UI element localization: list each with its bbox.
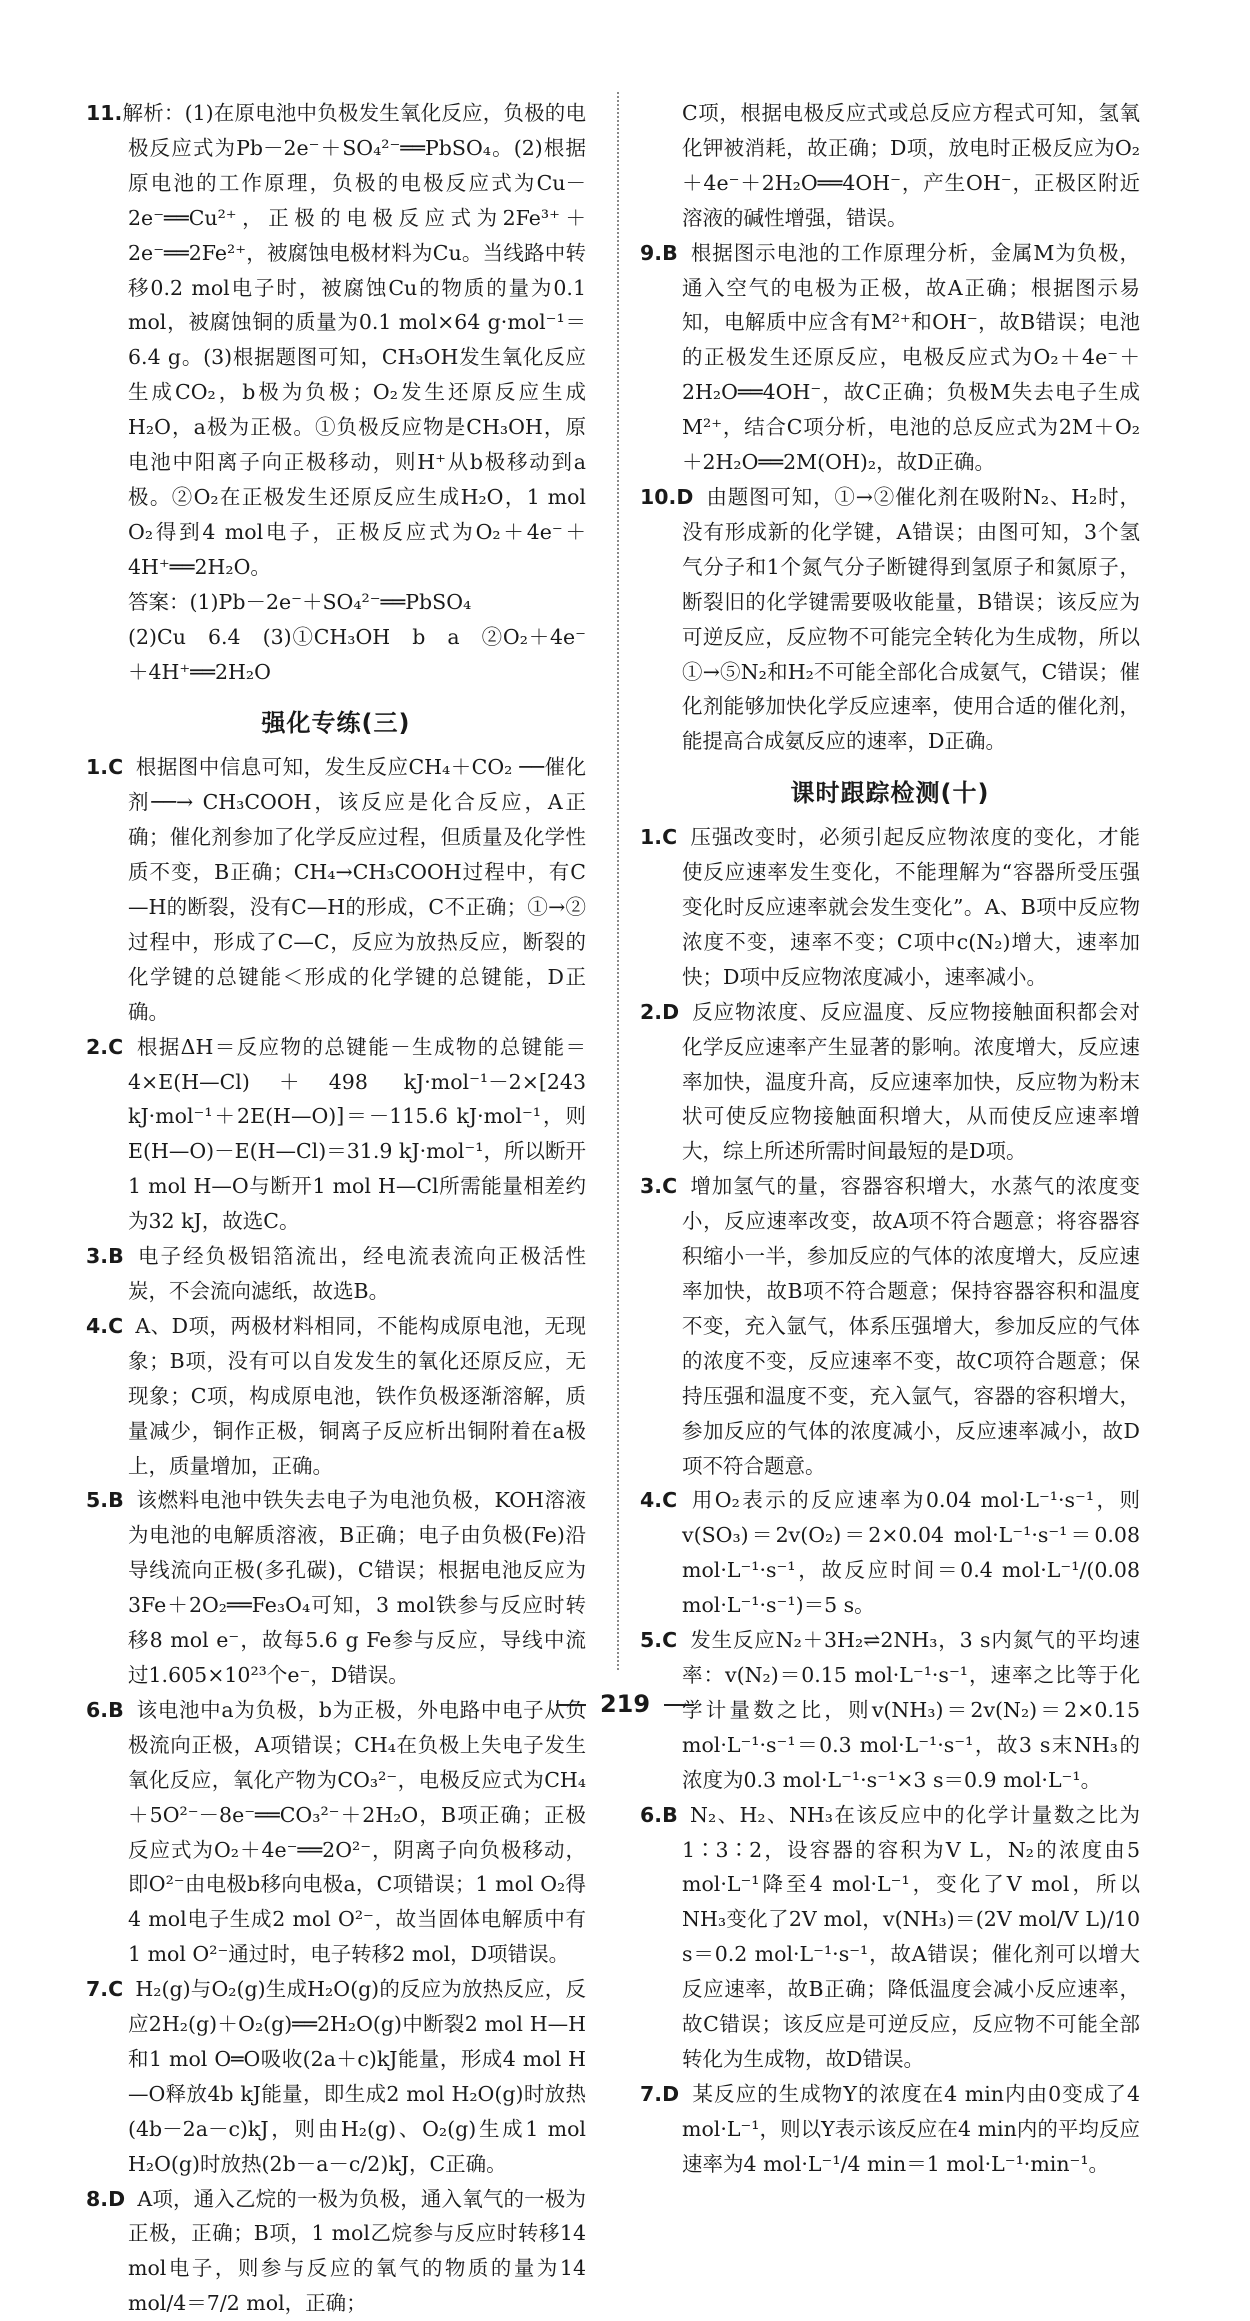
question-number: 2. xyxy=(640,999,663,1024)
question-item xyxy=(86,1239,586,1309)
answer-letter: D xyxy=(662,2081,680,2106)
answer-letter: C xyxy=(662,825,678,850)
explanation-text: 该电池中a为负极，b为正极，外电路中电子从负极流向正极，A项错误；CH₄在负极上失电子发生氧化反应，氧化产物为CO₃²⁻，电极反应式为CH₄＋5O²⁻－8e⁻══CO₃²⁻＋2H₂O，B项正确；正极反应式为O₂＋4e⁻══2O²⁻，阴离子向负极移动，即O²⁻由电极b移向电极a，C项错误；1 mol O₂得4 mol电子生成2 mol O²⁻，故当固体电解质中有1 mol O²⁻通过时，电子转移2 mol，D项错误。 xyxy=(128,1697,586,1967)
answer-letter: C xyxy=(662,1488,678,1513)
question-item xyxy=(640,820,1140,995)
answer-letter: B xyxy=(108,1697,124,1722)
right-column xyxy=(640,96,1140,2182)
right-item-list-b xyxy=(640,820,1140,2181)
explanation-text: 反应物浓度、反应温度、反应物接触面积都会对化学反应速率产生显著的影响。浓度增大，反应速率加快，温度升高，反应速率加快，反应物为粉末状可使反应物接触面积增大，从而使反应速率增大，综上所述所需时间最短的是D项。 xyxy=(682,999,1140,1164)
explanation-text: 某反应的生成物Y的浓度在4 min内由0变成了4 mol·L⁻¹，则以Y表示该反应在4 min内的平均反应速率为4 mol·L⁻¹/4 min＝1 mol·L⁻¹·min⁻¹。 xyxy=(682,2081,1140,2176)
answer-letter: C xyxy=(108,1034,124,1059)
page-dash-right xyxy=(664,1704,694,1706)
answer-letter: C xyxy=(108,1977,124,2002)
question-11: 11.解析：(1)在原电池中负极发生氧化反应，负极的电极反应式为Pb－2e⁻＋SO₄²⁻══PbSO₄。(2)根据原电池的工作原理，负极的电极反应式为Cu－2e⁻══Cu²⁺，正极的电极反应式为2Fe³⁺＋2e⁻══2Fe²⁺，被腐蚀电极材料为Cu。当线路中转移0.2 mol电子时，被腐蚀Cu的物质的量为0.1 mol，被腐蚀铜的质量为0.1 mol×64 g·mol⁻¹＝6.4 g。(3)根据题图可知，CH₃OH发生氧化反应生成CO₂，b极为负极；O₂发生还原反应生成H₂O，a极为正极。①负极反应物是CH₃OH，原电池中阳离子向正极移动，则H⁺从b极移动到a极。②O₂在正极发生还原反应生成H₂O，1 mol O₂得到4 mol电子，正极反应式为O₂＋4e⁻＋4H⁺══2H₂O。 xyxy=(86,101,586,579)
question-item xyxy=(86,1483,586,1692)
question-number: 4. xyxy=(640,1488,663,1513)
answer-letter: B xyxy=(108,1488,124,1513)
explanation-text: A项，通入乙烷的一极为负极，通入氧气的一极为正极，正确；B项，1 mol乙烷参与反应时转移14 mol电子，则参与反应的氧气的物质的量为14 mol/4＝7/2 mol，正确； xyxy=(128,2186,586,2316)
question-item xyxy=(86,1693,586,1972)
question-number: 10. xyxy=(640,484,677,509)
section-title-practice-3: 强化专练(三) xyxy=(261,709,411,738)
explanation-text: A、D项，两极材料相同，不能构成原电池，无现象；B项，没有可以自发发生的氧化还原反应，无现象；C项，构成原电池，铁作负极逐渐溶解，质量减少，铜作正极，铜离子反应析出铜附着在a极上，质量增加，正确。 xyxy=(128,1313,586,1478)
right-item-list-a xyxy=(640,236,1140,760)
explanation-text: H₂(g)与O₂(g)生成H₂O(g)的反应为放热反应，反应2H₂(g)＋O₂(g)══2H₂O(g)中断裂2 mol H—H和1 mol O═O吸收(2a＋c)kJ能量，形成4 mol H—O释放4b kJ能量，即生成2 mol H₂O(g)时放热(4b－2a－c)kJ，则由H₂(g)、O₂(g)生成1 mol H₂O(g)时放热(2b－a－c/2)kJ，C正确。 xyxy=(128,1977,586,2176)
explanation-text: 压强改变时，必须引起反应物浓度的变化，才能使反应速率发生变化，不能理解为“容器所受压强变化时反应速率就会发生变化”。A、B项中反应物浓度不变，速率不变；C项中c(N₂)增大，速率加快；D项中反应物浓度减小，速率减小。 xyxy=(682,825,1140,989)
question-item xyxy=(86,1030,586,1239)
page-number: 219 xyxy=(0,1690,1250,1718)
question-item xyxy=(640,995,1140,1170)
explanation-text: 根据ΔH＝反应物的总键能－生成物的总键能＝4×E(H—Cl)＋498 kJ·mol⁻¹－2×[243 kJ·mol⁻¹＋2E(H—O)]＝－115.6 kJ·mol⁻¹，则E(H—O)－E(H—Cl)＝31.9 kJ·mol⁻¹，所以断开1 mol H—O与断开1 mol H—Cl所需能量相差约为32 kJ，故选C。 xyxy=(128,1034,586,1234)
question-item xyxy=(640,1798,1140,2077)
question-number: 5. xyxy=(640,1628,663,1653)
question-number: 7. xyxy=(640,2081,663,2106)
question-number: 1. xyxy=(86,755,109,780)
question-item xyxy=(86,2182,586,2321)
question-number: 3. xyxy=(640,1174,663,1199)
question-number: 6. xyxy=(640,1802,663,1827)
question-8-continuation: C项，根据电极反应式或总反应方程式可知，氢氧化钾被消耗，故正确；D项，放电时正极反应为O₂＋4e⁻＋2H₂O══4OH⁻，产生OH⁻，正极区附近溶液的碱性增强，错误。 xyxy=(682,101,1140,230)
question-item xyxy=(640,2077,1140,2182)
answer-11-line1: 答案：(1)Pb－2e⁻＋SO₄²⁻══PbSO₄ xyxy=(128,589,472,614)
question-number: 7. xyxy=(86,1977,109,2002)
question-number: 3. xyxy=(86,1244,109,1269)
explanation-text: 发生反应N₂＋3H₂⇌2NH₃，3 s内氮气的平均速率：v(N₂)＝0.15 mol·L⁻¹·s⁻¹，速率之比等于化学计量数之比，则v(NH₃)＝2v(N₂)＝2×0.15 mol·L⁻¹·s⁻¹＝0.3 mol·L⁻¹·s⁻¹，故3 s末NH₃的浓度为0.3 mol·L⁻¹·s⁻¹×3 s＝0.9 mol·L⁻¹。 xyxy=(682,1628,1140,1792)
question-item xyxy=(640,236,1140,480)
explanation-text: N₂、H₂、NH₃在该反应中的化学计量数之比为1∶3∶2，设容器的容积为V L，N₂的浓度由5 mol·L⁻¹降至4 mol·L⁻¹，变化了V mol，所以NH₃变化了2V mol，v(NH₃)＝(2V mol/V L)/10 s＝0.2 mol·L⁻¹·s⁻¹，故A错误；催化剂可以增大反应速率，故B正确；降低温度会减小反应速率，故C错误；该反应是可逆反应，反应物不可能全部转化为生成物，故D错误。 xyxy=(682,1802,1140,2071)
answer-letter: B xyxy=(108,1244,124,1269)
explanation-text: 该燃料电池中铁失去电子为电池负极，KOH溶液为电池的电解质溶液，B正确；电子由负极(Fe)沿导线流向正极(多孔碳)，C错误；根据电池反应为3Fe＋2O₂══Fe₃O₄可知，3 mol铁参与反应时转移8 mol e⁻，故每5.6 g Fe参与反应，导线中流过1.605×10²³个e⁻，D错误。 xyxy=(128,1488,586,1687)
answer-letter: B xyxy=(662,1802,678,1827)
explanation-text: 增加氢气的量，容器容积增大，水蒸气的浓度变小，反应速率改变，故A项不符合题意；将容器容积缩小一半，参加反应的气体的浓度增大，反应速率加快，故B项不符合题意；保持容器容积和温度不变，充入氩气，体系压强增大，参加反应的气体的浓度不变，反应速率不变，故C项符合题意；保持压强和温度不变，充入氩气，容器的容积增大，参加反应的气体的浓度减小，反应速率减小，故D项不符合题意。 xyxy=(682,1174,1140,1478)
question-number: 4. xyxy=(86,1313,109,1338)
column-divider xyxy=(617,92,619,1670)
section-title-test-10: 课时跟踪检测(十) xyxy=(790,779,990,808)
explanation-text: 根据图示电池的工作原理分析，金属M为负极，通入空气的电极为正极，故A正确；根据图示易知，电解质中应含有M²⁺和OH⁻，故B错误；电池的正极发生还原反应，电极反应式为O₂＋4e⁻＋2H₂O══4OH⁻，故C正确；负极M失去电子生成M²⁺，结合C项分析，电池的总反应式为2M＋O₂＋2H₂O══2M(OH)₂，故D正确。 xyxy=(682,240,1140,475)
question-item xyxy=(86,750,586,1029)
question-item xyxy=(640,1169,1140,1483)
question-item xyxy=(640,1483,1140,1623)
question-item xyxy=(640,480,1140,759)
explanation-text: 电子经负极铝箔流出，经电流表流向正极活性炭，不会流向滤纸，故选B。 xyxy=(128,1244,586,1303)
page-dash-left xyxy=(556,1704,586,1706)
left-column xyxy=(86,96,586,2321)
explanation-text: 用O₂表示的反应速率为0.04 mol·L⁻¹·s⁻¹，则v(SO₃)＝2v(O₂)＝2×0.04 mol·L⁻¹·s⁻¹＝0.08 mol·L⁻¹·s⁻¹，故反应时间＝0.4 mol·L⁻¹/(0.08 mol·L⁻¹·s⁻¹)＝5 s。 xyxy=(682,1488,1140,1618)
question-number: 6. xyxy=(86,1697,109,1722)
question-number: 5. xyxy=(86,1488,109,1513)
question-item xyxy=(86,1309,586,1484)
question-number: 8. xyxy=(86,2186,109,2211)
question-item xyxy=(86,1972,586,2181)
answer-letter: C xyxy=(662,1174,678,1199)
answer-letter: C xyxy=(108,1313,124,1338)
answer-letter: C xyxy=(662,1628,678,1653)
explanation-text: 由题图可知，①→②催化剂在吸附N₂、H₂时，没有形成新的化学键，A错误；由图可知，3个氢气分子和1个氮气分子断键得到氢原子和氮原子，断裂旧的化学键需要吸收能量，B错误；该反应为可逆反应，反应物不可能完全转化为生成物，所以①→⑤N₂和H₂不可能全部化合成氨气，C错误；催化剂能够加快化学反应速率，使用合适的催化剂，能提高合成氨反应的速率，D正确。 xyxy=(682,484,1140,754)
question-number: 1. xyxy=(640,825,663,850)
left-item-list xyxy=(86,750,586,2321)
question-number: 9. xyxy=(640,240,663,265)
answer-letter: D xyxy=(662,999,680,1024)
answer-letter: D xyxy=(108,2186,126,2211)
explanation-text: 根据图中信息可知，发生反应CH₄＋CO₂ ──催化剂──→ CH₃COOH，该反应是化合反应，A正确；催化剂参加了化学反应过程，但质量及化学性质不变，B正确；CH₄→CH₃COOH过程中，有C—H的断裂，没有C—H的形成，C不正确；①→②过程中，形成了C—C，反应为放热反应，断裂的化学键的总键能＜形成的化学键的总键能，D正确。 xyxy=(128,755,586,1024)
question-number: 2. xyxy=(86,1034,109,1059)
answer-letter: D xyxy=(676,484,694,509)
answer-letter: B xyxy=(662,240,678,265)
answer-letter: C xyxy=(108,755,124,780)
answer-11-line2: (2)Cu 6.4 (3)①CH₃OH b a ②O₂＋4e⁻＋4H⁺══2H₂O xyxy=(128,624,586,684)
